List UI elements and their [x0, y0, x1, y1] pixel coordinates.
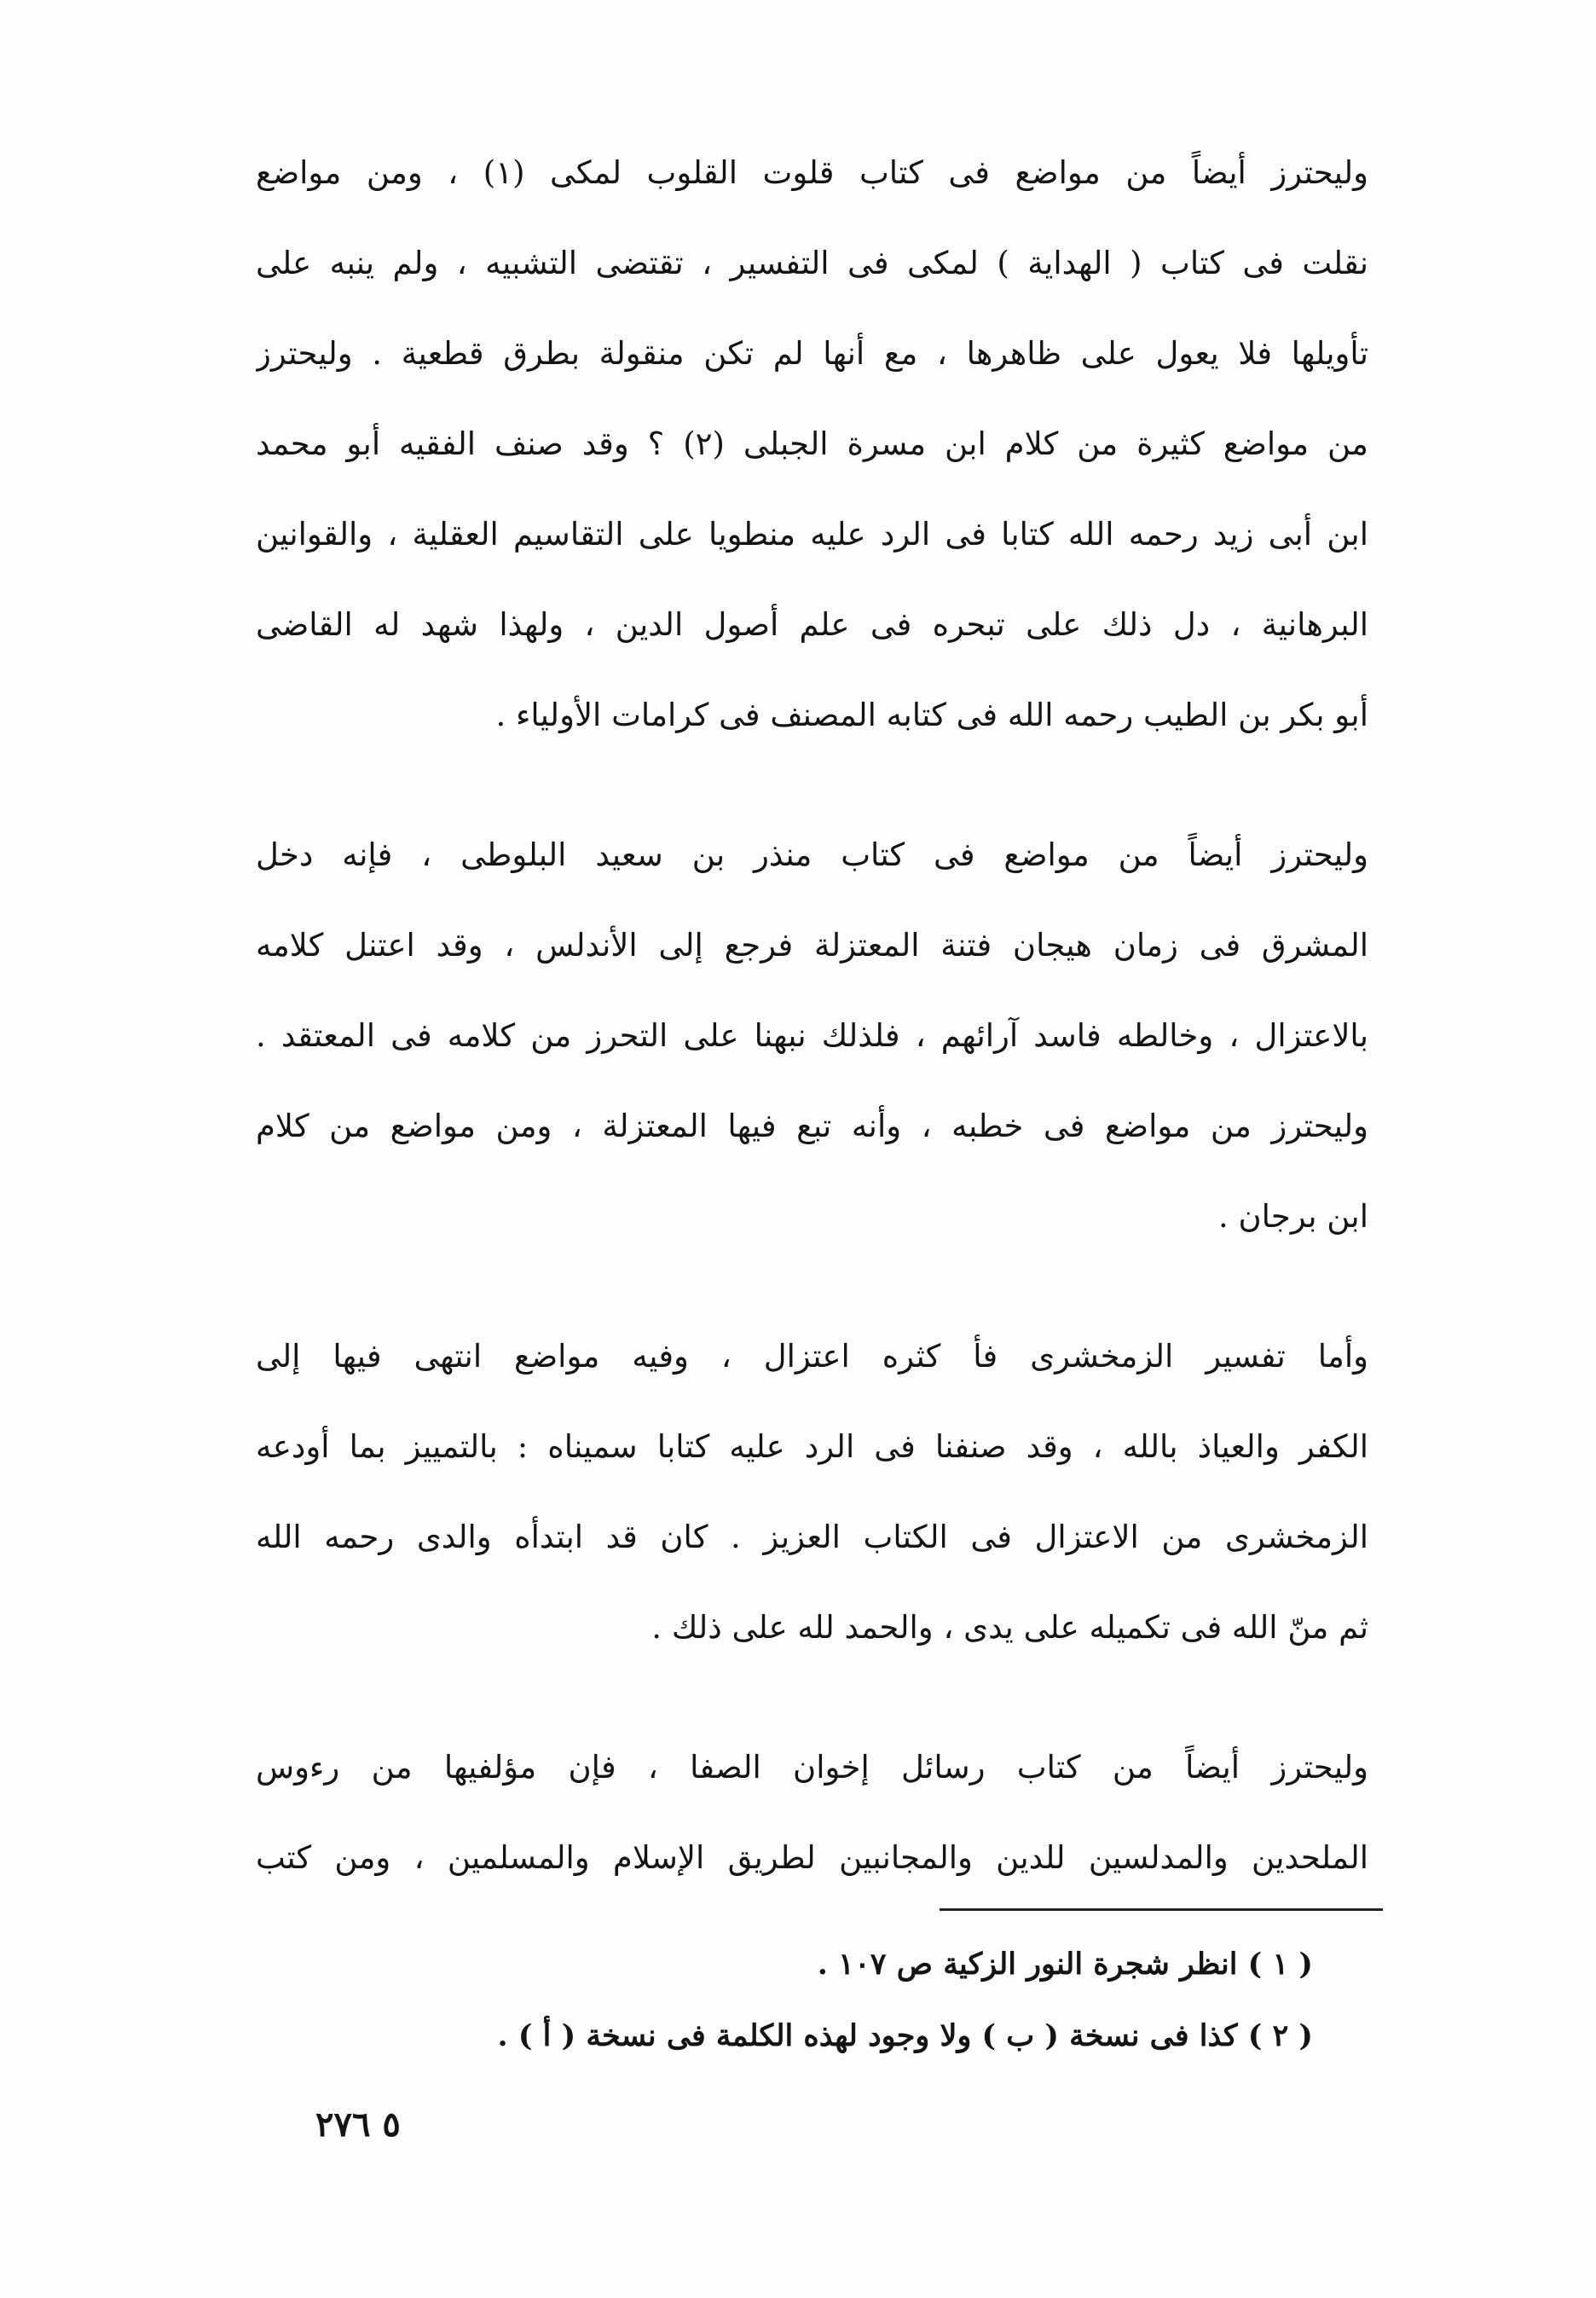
paragraph-2 [256, 810, 1368, 1262]
text-line: بالاعتزال ، وخالطه فاسد آرائهم ، فلذلك نبهنا على التحرز من كلامه فى المعتقد . [256, 1017, 1368, 1054]
text-line: أبو بكر بن الطيب رحمه الله فى كتابه المصنف فى كرامات الأولياء . [495, 697, 1368, 733]
text-line: البرهانية ، دل ذلك على تبحره فى علم أصول الدين ، ولهذا شهد له القاضى [256, 606, 1368, 643]
page-number: ٥ ٢٧٦ [315, 2104, 401, 2145]
main-text [256, 128, 1368, 1903]
footnotes [256, 1929, 1313, 2072]
footnote-2: ( ٢ ) كذا فى نسخة ( ب ) ولا وجود لهذه الكلمة فى نسخة ( أ ) . [497, 2018, 1313, 2053]
text-line: وليحترز من مواضع فى خطبه ، وأنه تبع فيها المعتزلة ، ومن مواضع من كلام [256, 1108, 1368, 1144]
text-line: الملحدين والمدلسين للدين والمجانبين لطريق الإسلام والمسلمين ، ومن كتب [256, 1839, 1368, 1876]
paragraph-3 [256, 1311, 1368, 1673]
text-line: تأويلها فلا يعول على ظاهرها ، مع أنها لم تكن منقولة بطرق قطعية . وليحترز [256, 335, 1368, 372]
footnote-divider [940, 1908, 1383, 1911]
text-line: وليحترز أيضاً من مواضع فى كتاب قلوت القلوب لمكى (١) ، ومن مواضع [256, 154, 1368, 191]
text-line: ثم منّ الله فى تكميله على يدى ، والحمد لله على ذلك . [651, 1609, 1368, 1646]
footnote-1: ( ١ ) انظر شجرة النور الزكية ص ١٠٧ . [817, 1947, 1313, 1982]
text-line: ابن برجان . [1217, 1198, 1368, 1235]
text-line: وأما تفسير الزمخشرى فأ كثره اعتزال ، وفيه مواضع انتهى فيها إلى [256, 1338, 1368, 1375]
text-line: المشرق فى زمان هيجان فتنة المعتزلة فرجع إلى الأندلس ، وقد اعتنل كلامه [256, 927, 1368, 964]
paragraph-1 [256, 128, 1368, 761]
text-line: الزمخشرى من الاعتزال فى الكتاب العزيز . كان قد ابتدأه والدى رحمه الله [256, 1519, 1368, 1555]
text-line: ابن أبى زيد رحمه الله كتابا فى الرد عليه منطويا على التقاسيم العقلية ، والقوانين [256, 516, 1368, 553]
text-line: نقلت فى كتاب ( الهداية ) لمكى فى التفسير ، تقتضى التشبيه ، ولم ينبه على [256, 245, 1368, 281]
text-line: وليحترز أيضاً من كتاب رسائل إخوان الصفا ، فإن مؤلفيها من رءوس [256, 1749, 1368, 1786]
paragraph-4 [256, 1722, 1368, 1903]
text-line: الكفر والعياذ بالله ، وقد صنفنا فى الرد عليه كتابا سميناه : بالتمييز بما أودعه [256, 1428, 1368, 1465]
text-line: من مواضع كثيرة من كلام ابن مسرة الجبلى (٢) ؟ وقد صنف الفقيه أبو محمد [256, 425, 1368, 462]
text-line: وليحترز أيضاً من مواضع فى كتاب منذر بن سعيد البلوطى ، فإنه دخل [256, 836, 1368, 873]
